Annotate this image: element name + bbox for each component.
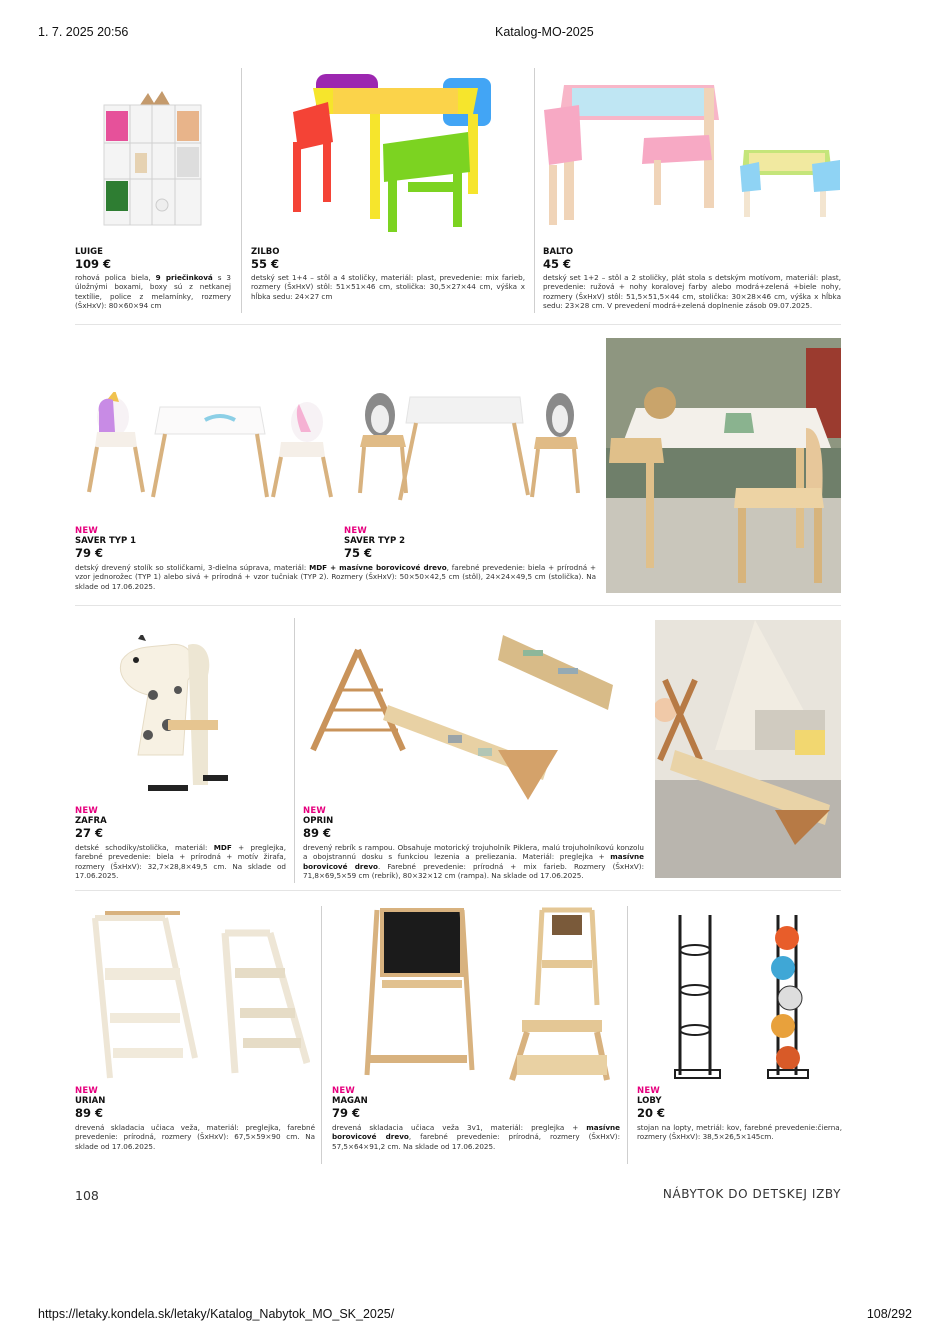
luige-description: rohová polica biela, 9 priečinková s 3 úložnými boxami, boxy sú z netkanej textílie, police z melamínky, rozmery (ŠxHxV): 80×60×94 cm — [75, 273, 231, 310]
zafra-giraffe-stool-image — [108, 635, 238, 800]
balto-product — [543, 247, 573, 271]
product-name: LUIGE — [75, 247, 103, 257]
new-badge: NEW — [75, 1086, 98, 1096]
product-name: BALTO — [543, 247, 574, 257]
magan-learning-tower-image — [362, 905, 617, 1085]
divider — [75, 605, 841, 606]
product-price: 55 € — [251, 257, 280, 271]
product-price: 89 € — [75, 1106, 104, 1120]
new-badge: NEW — [75, 526, 98, 536]
balto-description: detský set 1+2 – stôl a 2 stoličky, plát stola s detským motívom, materiál: plast, prevedenie: ružová + nohy koralovej farby alebo modrá+zelená +biele nohy, rozmery (ŠxHxV) stôl: 51,5×51,5×44 cm, stolička: 30×28×46 cm, výška x hĺbka sedu: 23×28 cm. V prevedení modrá+zelená doplnenie zásob 09.07.2025. — [543, 273, 841, 310]
product-name: SAVER TYP 2 — [344, 536, 406, 546]
luige-product — [75, 247, 111, 271]
new-badge: NEW — [303, 806, 326, 816]
urian-learning-tower-image — [85, 908, 310, 1083]
divider — [294, 618, 295, 883]
product-name: ZAFRA — [75, 816, 107, 826]
print-datetime: 1. 7. 2025 20:56 — [38, 25, 129, 39]
print-title: Katalog-MO-2025 — [495, 25, 594, 39]
saver-typ1-product — [75, 526, 136, 560]
divider — [75, 324, 841, 325]
product-name: MAGAN — [332, 1096, 368, 1106]
zafra-product — [75, 806, 107, 840]
oprin-description: drevený rebrík s rampou. Obsahuje motorický trojuholník Piklera, malú trojuholníkovú konzolu a obojstrannú dosku s funkciou lezenia a preliezania. Materiál: preglejka + masívne borovicové drevo. Farebné prevedenie: prírodná + mix farieb. Rozmery (ŠxHxV): 71,8×69,5×59 cm (rebrík), 80×32×12 cm (rampa). Na sklade od 17.06.2025. — [303, 843, 644, 880]
zafra-description: detské schodíky/stolička, materiál: MDF + preglejka, farebné prevedenie: biela + prírodná + motív žirafa, rozmery (ŠxHxV): 32,7×28,8×49,5 cm. Na sklade od 17.06.2025. — [75, 843, 286, 880]
urian-description: drevená skladacia učiaca veža, materiál: preglejka, farebné prevedenie: prírodná, rozmery (ŠxHxV): 67,5×59×90 cm. Na sklade od 17.06.2025. — [75, 1123, 315, 1151]
saver-description: detský drevený stolík so stoličkami, 3-dielna súprava, materiál: MDF + masívne borovicové drevo, farebné prevedenie: biela + prírodná + vzor jednorožec (TYP 1) alebo sivá + prírodná + vzor tučniak (TYP 2). Rozmery (ŠxHxV): 50×50×42,5 cm (stôl), 24×24×49,5 cm (stolička). Na sklade od 17.06.2025. — [75, 563, 597, 591]
new-badge: NEW — [344, 526, 367, 536]
print-url[interactable]: https://letaky.kondela.sk/letaky/Katalog_Nabytok_MO_SK_2025/ — [38, 1307, 395, 1321]
product-price: 89 € — [303, 826, 332, 840]
oprin-climbing-image — [308, 630, 623, 805]
product-price: 45 € — [543, 257, 572, 271]
urian-product — [75, 1086, 105, 1120]
product-price: 27 € — [75, 826, 104, 840]
product-price: 109 € — [75, 257, 112, 271]
saver-typ1-image — [85, 392, 333, 504]
product-price: 20 € — [637, 1106, 666, 1120]
product-name: OPRIN — [303, 816, 334, 826]
loby-product — [637, 1086, 665, 1120]
zilbo-product — [251, 247, 279, 271]
new-badge: NEW — [75, 806, 98, 816]
product-name: LOBY — [637, 1096, 662, 1106]
divider — [321, 906, 322, 1164]
luige-shelf-image — [100, 85, 205, 230]
print-page-count: 108/292 — [866, 1307, 912, 1321]
oprin-room-photo — [655, 620, 841, 878]
saver-typ2-image — [358, 385, 580, 505]
loby-ball-stand-image — [670, 910, 810, 1082]
divider — [75, 890, 841, 891]
product-name: SAVER TYP 1 — [75, 536, 137, 546]
product-price: 79 € — [332, 1106, 361, 1120]
balto-kids-set-image — [544, 80, 844, 235]
page-number: 108 — [75, 1188, 99, 1203]
product-name: ZILBO — [251, 247, 280, 257]
product-name: URIAN — [75, 1096, 106, 1106]
divider — [241, 68, 242, 313]
zilbo-description: detský set 1+4 – stôl a 4 stoličky, materiál: plast, prevedenie: mix farieb, rozmery (ŠxHxV) stôl: 51×51×46 cm, stolička: 30,5×27×44 cm, výška x hĺbka sedu: 24×27 cm — [251, 273, 525, 301]
product-price: 79 € — [75, 546, 104, 560]
saver-room-photo — [606, 338, 841, 593]
divider — [534, 68, 535, 313]
new-badge: NEW — [637, 1086, 660, 1096]
section-title: NÁBYTOK DO DETSKEJ IZBY — [662, 1187, 841, 1201]
new-badge: NEW — [332, 1086, 355, 1096]
oprin-product — [303, 806, 333, 840]
magan-product — [332, 1086, 368, 1120]
zilbo-kids-set-image — [288, 72, 498, 237]
saver-typ2-product — [344, 526, 405, 560]
divider — [627, 906, 628, 1164]
loby-description: stojan na lopty, metriál: kov, farebné prevedenie:čierna, rozmery (ŠxHxV): 38,5×26,5×145cm. — [637, 1123, 842, 1142]
product-price: 75 € — [344, 546, 373, 560]
magan-description: drevená skladacia učiaca veža 3v1, materiál: preglejka + masívne borovicové drevo, farebné prevedenie: prírodná, rozmery (ŠxHxV): 57,5×64×91,2 cm. Na sklade od 17.06.2025. — [332, 1123, 620, 1151]
